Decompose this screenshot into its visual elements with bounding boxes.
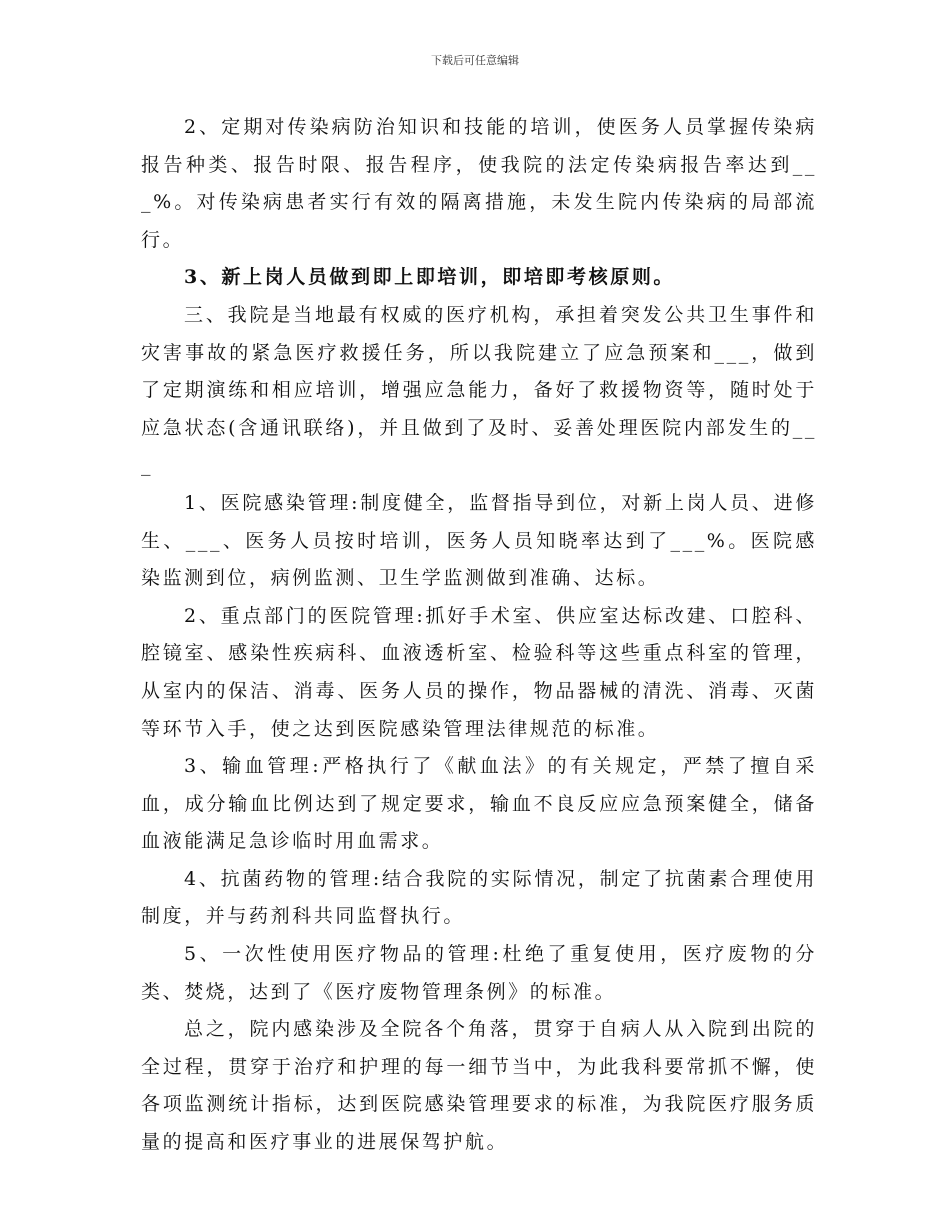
- document-body: [141, 109, 817, 1162]
- page-header: 下载后可任意编辑: [431, 54, 519, 67]
- paragraph-summary: 总之，院内感染涉及全院各个角落，贯穿于自病人从入院到出院的全过程，贯穿于治疗和护理的每一细节当中，为此我科要常抓不懈，使各项监测统计指标，达到医院感染管理要求的标准，为我院医疗服务质量的提高和医疗事业的进展保驾护航。: [141, 1018, 817, 1154]
- paragraph-infection-management: 1、医院感染管理:制度健全，监督指导到位，对新上岗人员、进修生、___、医务人员按时培训，医务人员知晓率达到了___%。医院感染监测到位，病例监测、卫生学监测做到准确、达标。: [141, 491, 817, 590]
- paragraph-disposable-items: 5、一次性使用医疗物品的管理:杜绝了重复使用，医疗废物的分类、焚烧，达到了《医疗废物管理条例》的标准。: [141, 943, 817, 1003]
- paragraph-blood-transfusion: 3、输血管理:严格执行了《献血法》的有关规定，严禁了擅自采血，成分输血比例达到了规定要求，输血不良反应应急预案健全，储备血液能满足急诊临时用血需求。: [141, 755, 817, 853]
- paragraph-emergency-response: 三、我院是当地最有权威的医疗机构，承担着突发公共卫生事件和灾害事故的紧急医疗救援任务，所以我院建立了应急预案和___，做到了定期演练和相应培训，增强应急能力，备好了救援物资等，随时处于应急状态(含通讯联络)，并且做到了及时、妥善处理医院内部发生的___: [141, 303, 817, 477]
- paragraph-training-reporting: 2、定期对传染病防治知识和技能的培训，使医务人员掌握传染病报告种类、报告时限、报告程序，使我院的法定传染病报告率达到___%。对传染病患者实行有效的隔离措施，未发生院内传染病的局部流行。: [141, 116, 817, 251]
- paragraph-key-departments: 2、重点部门的医院管理:抓好手术室、供应室达标改建、口腔科、腔镜室、感染性疾病科、血液透析室、检验科等这些重点科室的管理，从室内的保洁、消毒、医务人员的操作，物品器械的清洗、消毒、灭菌等环节入手，使之达到医院感染管理法律规范的标准。: [141, 604, 817, 740]
- paragraph-antibiotics: 4、抗菌药物的管理:结合我院的实际情况，制定了抗菌素合理使用制度，并与药剂科共同监督执行。: [141, 867, 817, 928]
- paragraph-new-staff-training: 3、新上岗人员做到即上即培训，即培即考核原则。: [184, 266, 676, 289]
